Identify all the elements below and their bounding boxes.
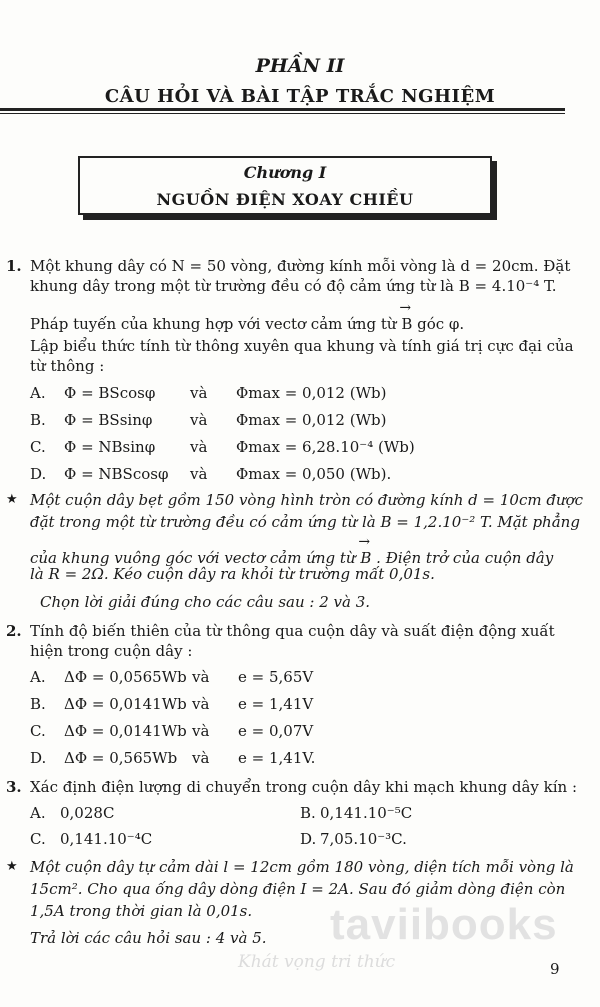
q2-number: 2.	[6, 622, 22, 640]
note2-line3: 1,5A trong thời gian là 0,01s.	[30, 902, 253, 920]
q3-option-c-letter: C.	[30, 830, 46, 848]
watermark-slogan: Khát vọng tri thức	[238, 952, 396, 972]
section-title: CÂU HỎI VÀ BÀI TẬP TRẮC NGHIỆM	[104, 86, 496, 107]
q2-option-d-formula: ΔΦ = 0,565Wb	[64, 749, 178, 767]
chapter-label: Chương I	[243, 163, 327, 182]
note2-line1: Một cuộn dây tự cảm dài l = 12cm gồm 180 vòng, diện tích mỗi vòng là	[30, 858, 574, 876]
chapter-title: NGUỒN ĐIỆN XOAY CHIỀU	[156, 190, 414, 209]
q2-option-a-and: và	[192, 668, 210, 686]
q1-line2: khung dây trong một từ trường đều có độ cảm ứng từ là B = 4.10⁻⁴ T.	[30, 277, 557, 295]
part-title: PHẦN II	[255, 55, 345, 77]
note1-line4: là R = 2Ω. Kéo cuộn dây ra khỏi từ trường mất 0,01s.	[30, 565, 435, 583]
page-number: 9	[550, 960, 560, 978]
vector-b: → B	[360, 542, 371, 568]
q1-line3-text: Pháp tuyến của khung hợp với vectơ cảm ứng từ	[30, 315, 397, 333]
q1-line5: từ thông :	[30, 357, 105, 375]
q2-option-b-formula: ΔΦ = 0,0141Wb	[64, 695, 187, 713]
q1-option-b-formula: Φ = BSsinφ	[64, 411, 153, 429]
q1-option-d-max: Φmax = 0,050 (Wb).	[236, 465, 392, 483]
q2-option-c-e: e = 0,07V	[238, 722, 314, 740]
q1-option-a-max: Φmax = 0,012 (Wb)	[236, 384, 387, 402]
note1-line3-end: . Điện trở của cuộn dây	[376, 549, 554, 567]
q1-option-c-and: và	[190, 438, 208, 456]
watermark-logo: taviibooks	[330, 900, 558, 949]
q1-option-a-formula: Φ = BScosφ	[64, 384, 156, 402]
q1-option-d-formula: Φ = NBScosφ	[64, 465, 169, 483]
q2-option-b-e: e = 1,41V	[238, 695, 314, 713]
q1-line3-end: góc φ.	[417, 315, 465, 333]
note1-line2: đặt trong một từ trường đều có cảm ứng từ là B = 1,2.10⁻² T. Mặt phẳng	[30, 513, 580, 531]
header-rule-thin	[0, 113, 565, 114]
q2-option-c-letter: C.	[30, 722, 46, 740]
q1-number: 1.	[6, 257, 22, 275]
q2-option-a-e: e = 5,65V	[238, 668, 314, 686]
q2-line1: Tính độ biến thiên của từ thông qua cuộn dây và suất điện động xuất	[30, 622, 555, 640]
q2-option-d-letter: D.	[30, 749, 47, 767]
q1-option-b-and: và	[190, 411, 208, 429]
q1-line3	[30, 308, 464, 334]
q2-option-d-e: e = 1,41V.	[238, 749, 316, 767]
q3-line1: Xác định điện lượng di chuyển trong cuộn dây khi mạch khung dây kín :	[30, 778, 578, 796]
q3-option-c-text: 0,141.10⁻⁴C	[60, 830, 153, 848]
q2-option-a-letter: A.	[30, 668, 46, 686]
q1-option-c-formula: Φ = NBsinφ	[64, 438, 156, 456]
q1-option-c-letter: C.	[30, 438, 46, 456]
q3-option-a-letter: A.	[30, 804, 46, 822]
q3-option-a-text: 0,028C	[60, 804, 115, 822]
q2-line2: hiện trong cuộn dây :	[30, 642, 193, 660]
q2-option-d-and: và	[192, 749, 210, 767]
q3-option-b-letter: B.	[300, 804, 316, 822]
q3-option-b-text: 0,141.10⁻⁵C	[320, 804, 413, 822]
q1-option-b-letter: B.	[30, 411, 46, 429]
q1-option-d-and: và	[190, 465, 208, 483]
note1-line1: Một cuộn dây bẹt gồm 150 vòng hình tròn có đường kính d = 10cm được	[30, 491, 584, 509]
q1-option-a-and: và	[190, 384, 208, 402]
q2-option-b-and: và	[192, 695, 210, 713]
q2-option-c-formula: ΔΦ = 0,0141Wb	[64, 722, 187, 740]
q2-option-a-formula: ΔΦ = 0,0565Wb	[64, 668, 187, 686]
star-icon: ★	[6, 492, 18, 507]
q3-number: 3.	[6, 778, 22, 796]
header-rule-thick	[0, 108, 565, 111]
q3-option-d-text: 7,05.10⁻³C.	[320, 830, 407, 848]
q2-option-c-and: và	[192, 722, 210, 740]
q2-option-b-letter: B.	[30, 695, 46, 713]
q1-option-d-letter: D.	[30, 465, 47, 483]
note1-line5: Chọn lời giải đúng cho các câu sau : 2 và 3.	[40, 593, 371, 611]
note1-line3-text: của khung vuông góc với vectơ cảm ứng từ	[30, 549, 356, 567]
star-icon: ★	[6, 859, 18, 874]
q1-option-b-max: Φmax = 0,012 (Wb)	[236, 411, 387, 429]
q3-option-d-letter: D.	[300, 830, 317, 848]
note2-line4: Trả lời các câu hỏi sau : 4 và 5.	[30, 929, 267, 947]
q1-line1: Một khung dây có N = 50 vòng, đường kính mỗi vòng là d = 20cm. Đặt	[30, 257, 571, 275]
q1-option-a-letter: A.	[30, 384, 46, 402]
chapter-box	[78, 156, 492, 215]
vector-b: → B	[401, 308, 412, 334]
q1-option-c-max: Φmax = 6,28.10⁻⁴ (Wb)	[236, 438, 415, 456]
q1-line4: Lập biểu thức tính từ thông xuyên qua khung và tính giá trị cực đại của	[30, 337, 574, 355]
note2-line2: 15cm². Cho qua ống dây dòng điện I = 2A. Sau đó giảm dòng điện còn	[30, 880, 566, 898]
